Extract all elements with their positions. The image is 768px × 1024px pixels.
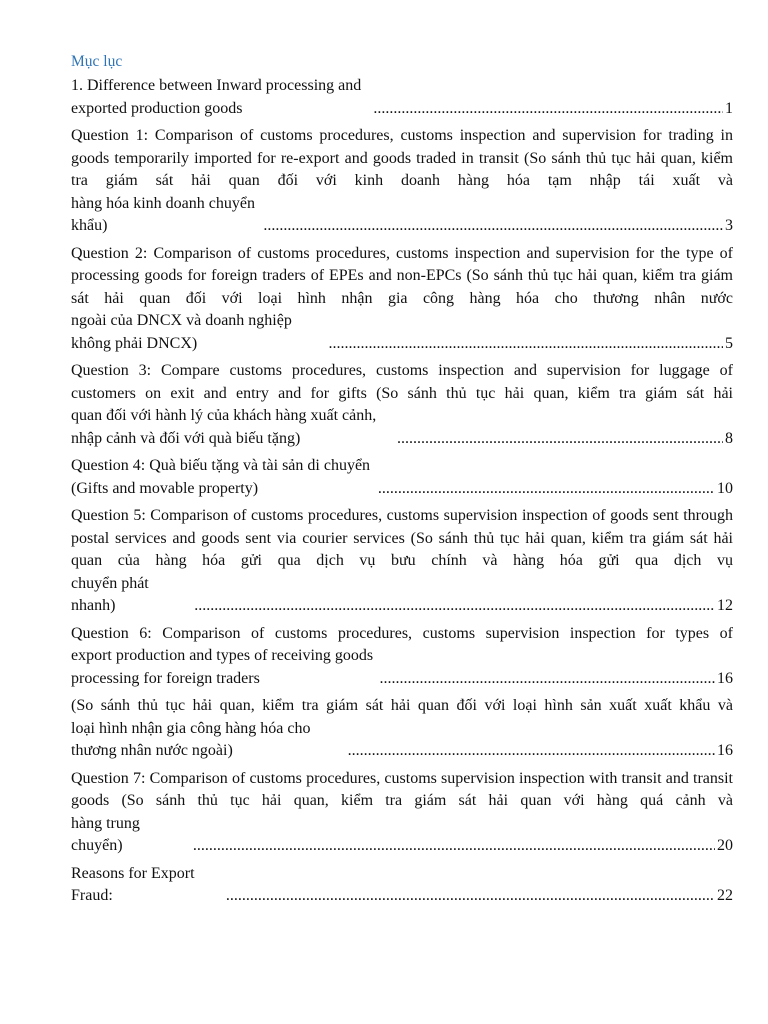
toc-entry-last-line: hàng hóa kinh doanh chuyển khẩu) bbox=[71, 194, 255, 234]
toc-page-number: 1 bbox=[725, 99, 733, 117]
toc-entry[interactable] bbox=[71, 505, 733, 618]
toc-leader-dots bbox=[193, 835, 715, 858]
toc-page-number: 10 bbox=[717, 479, 733, 497]
toc-entry[interactable] bbox=[71, 768, 733, 858]
toc-entry[interactable] bbox=[71, 863, 733, 908]
toc-entry-text: Question 2: Comparison of customs procedures, customs inspection and supervision for the type of processing goods for foreign traders of EPEs and non-EPCs (So sánh thủ tục hải quan, kiểm tra giám sát hải quan đối với loại hình nhận gia công hàng hóa cho thương nhân nước bbox=[71, 244, 733, 307]
toc-leader-dots bbox=[397, 428, 723, 451]
toc-entry-last-line: export production and types of receiving goods processing for foreign traders bbox=[71, 647, 374, 687]
toc-entry-text: Question 6: Comparison of customs procedures, customs supervision inspection for types of bbox=[71, 624, 733, 642]
toc-entry[interactable] bbox=[71, 125, 733, 238]
toc-leader-dots bbox=[373, 98, 723, 121]
toc-entry-text: Question 5: Comparison of customs procedures, customs supervision inspection of goods sent through postal services and goods sent via courier services (So sánh thủ tục hải quan, kiểm tra giám sát hải quan của hàng hóa gửi qua dịch vụ bưu chính và hàng hóa gửi qua dịch vụ bbox=[71, 507, 733, 569]
toc-entry-text: Question 7: Comparison of customs procedures, customs supervision inspection with transit and transit goods (So sánh thủ tục hải quan, kiểm tra giám sát hải quan với hàng quá cảnh và bbox=[71, 769, 733, 809]
toc-entry-text: Question 1: Comparison of customs procedures, customs inspection and supervision for trading in goods temporarily imported for re-export and goods traded in transit (So sánh thủ tục hải quan, kiểm tra giám sát hải quan đối với kinh doanh hàng hóa tạm nhập tái xuất và bbox=[71, 127, 733, 189]
toc-leader-dots bbox=[329, 333, 723, 356]
toc-page-number: 3 bbox=[725, 217, 733, 234]
toc-leader-dots bbox=[379, 668, 715, 691]
toc-page-number: 8 bbox=[725, 429, 733, 447]
toc-entry[interactable] bbox=[71, 695, 733, 763]
toc-entry-last-line: Question 4: Quà biếu tặng và tài sản di chuyển (Gifts and movable property) bbox=[71, 457, 371, 497]
toc-entry-last-line: Reasons for Export Fraud: bbox=[71, 864, 195, 904]
toc-page-number: 22 bbox=[717, 887, 733, 904]
toc-entry[interactable] bbox=[71, 243, 733, 356]
toc-entry[interactable] bbox=[71, 360, 733, 450]
toc-entry-last-line: loại hình nhận gia công hàng hóa cho thương nhân nước ngoài) bbox=[71, 719, 311, 759]
toc-entry-last-line: ngoài của DNCX và doanh nghiệp không phải DNCX) bbox=[71, 312, 292, 352]
toc-entry-text: Question 3: Compare customs procedures, customs inspection and supervision for luggage of customers on exit and entry and for gifts (So sánh thủ tục hải quan, kiểm tra giám sát hải bbox=[71, 362, 733, 402]
toc-page-number: 12 bbox=[717, 597, 733, 614]
toc-entry[interactable] bbox=[71, 455, 733, 500]
toc-leader-dots bbox=[378, 478, 715, 501]
toc-entry-last-line: chuyển phát nhanh) bbox=[71, 574, 149, 614]
toc-list bbox=[71, 75, 733, 908]
document-page bbox=[71, 52, 733, 913]
toc-page-number: 5 bbox=[725, 334, 733, 352]
toc-entry-last-line: 1. Difference between Inward processing and exported production goods bbox=[71, 77, 362, 117]
toc-page-number: 20 bbox=[717, 837, 733, 854]
toc-entry-last-line: hàng trung chuyển) bbox=[71, 814, 140, 854]
toc-leader-dots bbox=[263, 215, 723, 238]
toc-entry[interactable] bbox=[71, 623, 733, 691]
toc-page-number: 16 bbox=[717, 669, 733, 687]
toc-entry-text: (So sánh thủ tục hải quan, kiểm tra giám sát hải quan đối với loại hình sản xuất xuất khẩu và bbox=[71, 697, 733, 714]
toc-heading: Mục lục bbox=[71, 53, 123, 70]
toc-entry-last-line: quan đối với hành lý của khách hàng xuất cảnh, nhập cảnh và đối với quà biếu tặng) bbox=[71, 407, 377, 447]
toc-page-number: 16 bbox=[717, 742, 733, 759]
toc-leader-dots bbox=[226, 885, 715, 908]
toc-leader-dots bbox=[348, 740, 715, 763]
toc-leader-dots bbox=[194, 595, 715, 618]
toc-entry[interactable] bbox=[71, 75, 733, 120]
